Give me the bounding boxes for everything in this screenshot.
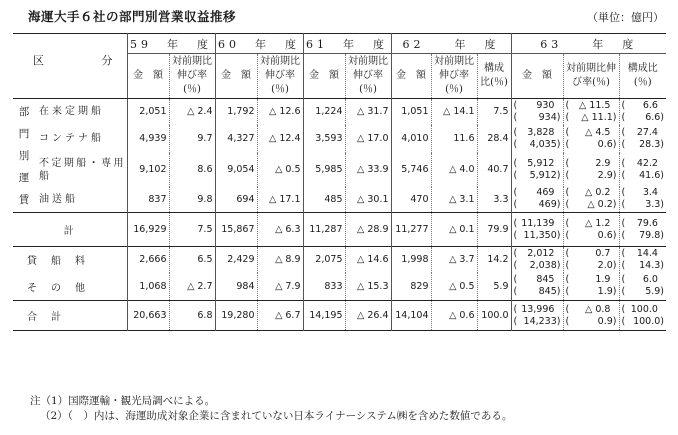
row-label: 計 bbox=[63, 226, 74, 237]
revenue-table bbox=[13, 33, 666, 331]
amount-cell: 9,102 bbox=[127, 153, 169, 187]
amount63-cell-value-paren: ( 469) bbox=[513, 199, 561, 211]
ratio-cell: △ 3.7 bbox=[431, 247, 477, 273]
share63-cell-value-main: 14.4 bbox=[636, 247, 658, 259]
ratio63-cell bbox=[563, 99, 619, 125]
amount63-cell-value: ( 469 bbox=[513, 187, 555, 199]
amount-cell: 11,277 bbox=[391, 213, 431, 247]
ratio63-cell-value-paren: ( 2.9) bbox=[565, 169, 617, 181]
ratio-cell: 8.6 bbox=[169, 153, 215, 187]
share63-cell bbox=[619, 99, 666, 125]
ratio63-cell-value-paren: ( △ 11.1) bbox=[565, 111, 617, 123]
ratio63-cell bbox=[563, 247, 619, 273]
amount63-cell-value-paren: ( 845) bbox=[513, 286, 561, 298]
row-label: 在来定期船 bbox=[39, 106, 104, 118]
amount-cell: 3,593 bbox=[303, 125, 345, 153]
row-label: 不定期船・専用船 bbox=[39, 157, 125, 182]
amount63-cell-value-main: 930 bbox=[536, 99, 555, 111]
share63-cell-value: ( 100.0 bbox=[621, 303, 658, 315]
share63-cell bbox=[619, 247, 666, 273]
ratio63-cell-value: ( △ 0.2 bbox=[565, 187, 611, 199]
table-row bbox=[13, 99, 666, 125]
ratio63-cell-value-incl: △ 0.2 bbox=[587, 199, 613, 211]
share-cell: 7.5 bbox=[477, 99, 511, 125]
ratio63-cell-value-paren: ( 0.6) bbox=[565, 229, 617, 241]
ratio63-cell-value-main: 2.9 bbox=[595, 157, 611, 169]
amount63-cell-value-main: 5,912 bbox=[527, 157, 555, 169]
share63-cell bbox=[619, 153, 666, 187]
share-cell: 5.9 bbox=[477, 273, 511, 301]
share63-cell-value-main: 42.2 bbox=[636, 157, 658, 169]
header-share: 構成比(％) bbox=[619, 54, 666, 99]
amount-cell: 470 bbox=[391, 187, 431, 213]
ratio63-cell-value-incl: 1.9 bbox=[597, 286, 613, 298]
share63-cell-value-incl: 3.3 bbox=[645, 199, 661, 211]
amount63-cell-value-paren: ( 14,233) bbox=[513, 315, 561, 327]
amount-cell: 15,867 bbox=[215, 213, 257, 247]
footnote-1: 注（1）国際運輸・観光局調べによる。 bbox=[30, 395, 216, 407]
amount-cell: 1,068 bbox=[127, 273, 169, 301]
amount63-cell-value: ( 13,996 bbox=[513, 303, 555, 315]
ratio-cell: △ 0.5 bbox=[431, 273, 477, 301]
amount63-cell-value-paren: ( 934) bbox=[513, 111, 561, 123]
ratio-cell: △ 0.5 bbox=[257, 153, 303, 187]
amount63-cell-value-incl: 5,912 bbox=[529, 169, 557, 181]
table-title: 海運大手６社の部門別営業収益推移 bbox=[28, 9, 237, 24]
header-year-61: 61 年 度 bbox=[303, 34, 391, 54]
amount-cell: 485 bbox=[303, 187, 345, 213]
amount-cell: 829 bbox=[391, 273, 431, 301]
share63-cell-value-main: 100.0 bbox=[630, 303, 658, 315]
share63-cell-value-main: 6.6 bbox=[642, 99, 658, 111]
amount-cell: 1,224 bbox=[303, 99, 345, 125]
table-row bbox=[13, 273, 666, 301]
share63-cell-value-main: 3.4 bbox=[642, 187, 658, 199]
share63-cell-value-main: 79.6 bbox=[636, 217, 658, 229]
share63-cell-value-paren: ( 79.8) bbox=[621, 229, 665, 241]
amount-cell: 19,280 bbox=[215, 301, 257, 331]
share63-cell bbox=[619, 213, 666, 247]
header-year-59: 59 年 度 bbox=[127, 34, 215, 54]
header-year-60: 60 年 度 bbox=[215, 34, 303, 54]
share-cell: 3.3 bbox=[477, 187, 511, 213]
amount63-cell bbox=[511, 153, 563, 187]
amount63-cell-value-incl: 11,350 bbox=[523, 229, 557, 241]
share63-cell-value-paren: ( 14.3) bbox=[621, 259, 665, 271]
footnote-2: （2）（ ）内は、海運助成対象企業に含まれていない日本ライナーシステム㈱を含めた数値である。 bbox=[40, 410, 513, 422]
share-cell: 40.7 bbox=[477, 153, 511, 187]
share-cell: 100.0 bbox=[477, 301, 511, 331]
ratio63-cell-value: ( △ 0.8 bbox=[565, 303, 611, 315]
header-kubun-right: 分 bbox=[101, 54, 117, 67]
amount63-cell bbox=[511, 247, 563, 273]
amount63-cell-value-main: 845 bbox=[536, 274, 555, 286]
row-label: 合計 bbox=[27, 312, 75, 323]
share63-cell-value: ( 79.6 bbox=[621, 217, 658, 229]
group-label-char: 部 bbox=[18, 105, 30, 118]
share63-cell-value-paren: ( 100.0) bbox=[621, 315, 665, 327]
amount63-cell-value-main: 13,996 bbox=[521, 303, 555, 315]
amount63-cell-value: ( 5,912 bbox=[513, 157, 555, 169]
ratio63-cell-value: ( 0.7 bbox=[565, 247, 611, 259]
ratio-cell: △ 14.1 bbox=[431, 99, 477, 125]
ratio-cell: △ 15.3 bbox=[345, 273, 391, 301]
ratio63-cell-value: ( △ 11.5 bbox=[565, 99, 611, 111]
share63-cell-value-paren: ( 41.6) bbox=[621, 169, 665, 181]
share63-cell-value: ( 42.2 bbox=[621, 157, 658, 169]
ratio63-cell-value-paren: ( 0.6) bbox=[565, 138, 617, 150]
ratio-cell: △ 31.7 bbox=[345, 99, 391, 125]
ratio-cell: △ 6.7 bbox=[257, 301, 303, 331]
table-row bbox=[13, 187, 666, 213]
header-ratio: 対前期比伸び率(％) bbox=[169, 54, 215, 99]
amount-cell: 1,792 bbox=[215, 99, 257, 125]
ratio63-cell-value-incl: 0.6 bbox=[597, 229, 613, 241]
ratio-cell: 9.7 bbox=[169, 125, 215, 153]
share63-cell bbox=[619, 273, 666, 301]
share-cell: 79.9 bbox=[477, 213, 511, 247]
amount-cell: 5,985 bbox=[303, 153, 345, 187]
ratio63-cell-value-incl: 2.9 bbox=[597, 169, 613, 181]
ratio-cell: △ 12.4 bbox=[257, 125, 303, 153]
share63-cell-value-incl: 5.9 bbox=[645, 286, 661, 298]
ratio-cell: △ 12.6 bbox=[257, 99, 303, 125]
header-kubun bbox=[13, 34, 127, 99]
header-kubun-left: 区 bbox=[33, 54, 48, 67]
share63-cell-value: ( 6.0 bbox=[621, 274, 658, 286]
share63-cell-value-incl: 28.3 bbox=[639, 138, 661, 150]
share63-cell-value-main: 27.4 bbox=[636, 126, 658, 138]
header-share: 構成比(％) bbox=[477, 54, 511, 99]
header-year-63: 63 年 度 bbox=[511, 34, 666, 54]
amount-cell: 5,746 bbox=[391, 153, 431, 187]
ratio63-cell-value: ( 2.9 bbox=[565, 157, 611, 169]
group-label-char: 門 bbox=[18, 127, 30, 140]
amount-cell: 9,054 bbox=[215, 153, 257, 187]
table-body bbox=[13, 99, 666, 331]
group-label-char: 運 bbox=[18, 171, 30, 184]
amount-cell: 837 bbox=[127, 187, 169, 213]
amount-cell: 20,663 bbox=[127, 301, 169, 331]
ratio63-cell-value-main: △ 0.2 bbox=[585, 187, 611, 199]
amount-cell: 2,051 bbox=[127, 99, 169, 125]
header-amount: 金 額 bbox=[303, 54, 345, 99]
ratio63-cell-value: ( 1.9 bbox=[565, 274, 611, 286]
amount63-cell-value-paren: ( 2,038) bbox=[513, 259, 561, 271]
table-row bbox=[13, 125, 666, 153]
group-label-char: 別 bbox=[18, 149, 30, 162]
amount-cell: 4,939 bbox=[127, 125, 169, 153]
amount63-cell-value: ( 3,828 bbox=[513, 126, 555, 138]
share63-cell-value-incl: 41.6 bbox=[639, 169, 661, 181]
share63-cell-value: ( 14.4 bbox=[621, 247, 658, 259]
ratio63-cell-value-paren: ( 0.9) bbox=[565, 315, 617, 327]
table-row bbox=[13, 301, 666, 331]
table-row bbox=[13, 213, 666, 247]
amount63-cell-value-incl: 4,035 bbox=[529, 138, 557, 150]
share63-cell-value-paren: ( 3.3) bbox=[621, 199, 665, 211]
ratio63-cell-value-paren: ( 2.0) bbox=[565, 259, 617, 271]
share-cell: 28.4 bbox=[477, 125, 511, 153]
ratio-cell: △ 33.9 bbox=[345, 153, 391, 187]
amount63-cell-value-incl: 469 bbox=[538, 199, 557, 211]
row-label: コンテナ船 bbox=[39, 133, 104, 144]
share63-cell-value: ( 27.4 bbox=[621, 126, 658, 138]
amount-cell: 833 bbox=[303, 273, 345, 301]
amount63-cell bbox=[511, 99, 563, 125]
share63-cell-value-paren: ( 28.3) bbox=[621, 138, 665, 150]
amount63-cell bbox=[511, 125, 563, 153]
footnotes bbox=[30, 394, 512, 424]
ratio-cell: 6.5 bbox=[169, 247, 215, 273]
amount-cell: 11,287 bbox=[303, 213, 345, 247]
amount-cell: 2,666 bbox=[127, 247, 169, 273]
ratio63-cell-value-paren: ( 1.9) bbox=[565, 286, 617, 298]
share63-cell-value-incl: 6.6 bbox=[645, 111, 661, 123]
ratio-cell: △ 2.4 bbox=[169, 99, 215, 125]
ratio-cell: △ 3.1 bbox=[431, 187, 477, 213]
amount-cell: 4,010 bbox=[391, 125, 431, 153]
ratio-cell: 6.8 bbox=[169, 301, 215, 331]
share63-cell-value: ( 3.4 bbox=[621, 187, 658, 199]
ratio-cell: △ 0.6 bbox=[431, 301, 477, 331]
ratio63-cell-value: ( △ 4.5 bbox=[565, 126, 611, 138]
header-ratio: 対前期比伸び率(％) bbox=[431, 54, 477, 99]
ratio63-cell-value-main: △ 11.5 bbox=[578, 99, 611, 111]
amount63-cell-value-main: 469 bbox=[536, 187, 555, 199]
amount63-cell-value-main: 11,139 bbox=[521, 217, 555, 229]
ratio63-cell bbox=[563, 153, 619, 187]
ratio-cell: 7.5 bbox=[169, 213, 215, 247]
header-year-62: 62 年 度 bbox=[391, 34, 511, 54]
header-ratio: 対前期比伸び率(％) bbox=[257, 54, 303, 99]
header-amount: 金 額 bbox=[391, 54, 431, 99]
ratio-cell: △ 17.1 bbox=[257, 187, 303, 213]
share63-cell-value-incl: 14.3 bbox=[639, 259, 661, 271]
ratio63-cell bbox=[563, 301, 619, 331]
ratio-cell: △ 28.9 bbox=[345, 213, 391, 247]
header-amount: 金 額 bbox=[511, 54, 563, 99]
header-ratio: 対前期比伸び率(％) bbox=[563, 54, 619, 99]
group-label-char: 賃 bbox=[18, 193, 30, 206]
ratio63-cell-value-main: 1.9 bbox=[595, 274, 611, 286]
group-label-department bbox=[13, 99, 35, 213]
ratio-cell: 11.6 bbox=[431, 125, 477, 153]
ratio63-cell bbox=[563, 125, 619, 153]
amount63-cell-value-incl: 2,038 bbox=[529, 259, 557, 271]
amount63-cell-value: ( 930 bbox=[513, 99, 555, 111]
ratio-cell: △ 14.6 bbox=[345, 247, 391, 273]
ratio-cell: △ 2.7 bbox=[169, 273, 215, 301]
ratio-cell: △ 0.1 bbox=[431, 213, 477, 247]
share63-cell-value: ( 6.6 bbox=[621, 99, 658, 111]
share63-cell-value-incl: 100.0 bbox=[633, 315, 661, 327]
amount63-cell bbox=[511, 187, 563, 213]
header-amount: 金 額 bbox=[127, 54, 169, 99]
ratio-cell: △ 30.1 bbox=[345, 187, 391, 213]
ratio63-cell-value: ( △ 1.2 bbox=[565, 217, 611, 229]
ratio-cell: 9.8 bbox=[169, 187, 215, 213]
ratio63-cell-value-main: △ 4.5 bbox=[585, 126, 611, 138]
amount-cell: 2,429 bbox=[215, 247, 257, 273]
amount63-cell-value: ( 11,139 bbox=[513, 217, 555, 229]
ratio-cell: △ 6.3 bbox=[257, 213, 303, 247]
share63-cell-value-incl: 79.8 bbox=[639, 229, 661, 241]
amount63-cell-value-paren: ( 4,035) bbox=[513, 138, 561, 150]
ratio63-cell-value-incl: 2.0 bbox=[597, 259, 613, 271]
amount63-cell-value-incl: 14,233 bbox=[523, 315, 557, 327]
ratio63-cell-value-incl: △ 11.1 bbox=[581, 111, 613, 123]
share63-cell bbox=[619, 125, 666, 153]
amount63-cell-value-paren: ( 5,912) bbox=[513, 169, 561, 181]
amount63-cell-value-incl: 934 bbox=[538, 111, 557, 123]
amount63-cell bbox=[511, 213, 563, 247]
amount63-cell-value-main: 2,012 bbox=[527, 247, 555, 259]
header-ratio: 対前期比伸び率(％) bbox=[345, 54, 391, 99]
table-row bbox=[13, 247, 666, 273]
ratio63-cell-value-main: 0.7 bbox=[595, 247, 611, 259]
share63-cell-value-paren: ( 6.6) bbox=[621, 111, 665, 123]
row-label: その他 bbox=[27, 282, 99, 294]
amount63-cell bbox=[511, 273, 563, 301]
amount-cell: 14,195 bbox=[303, 301, 345, 331]
ratio-cell: △ 26.4 bbox=[345, 301, 391, 331]
share63-cell bbox=[619, 301, 666, 331]
ratio63-cell-value-main: △ 1.2 bbox=[585, 217, 611, 229]
share63-cell-value-main: 6.0 bbox=[642, 274, 658, 286]
share63-cell bbox=[619, 187, 666, 213]
amount63-cell bbox=[511, 301, 563, 331]
amount-cell: 14,104 bbox=[391, 301, 431, 331]
ratio63-cell-value-main: △ 0.8 bbox=[585, 303, 611, 315]
ratio63-cell bbox=[563, 187, 619, 213]
row-label: 貸船料 bbox=[27, 256, 99, 268]
ratio-cell: △ 4.0 bbox=[431, 153, 477, 187]
amount-cell: 16,929 bbox=[127, 213, 169, 247]
ratio-cell: △ 8.9 bbox=[257, 247, 303, 273]
share63-cell-value-paren: ( 5.9) bbox=[621, 286, 665, 298]
amount-cell: 984 bbox=[215, 273, 257, 301]
row-label: 油送船 bbox=[39, 193, 78, 205]
amount-cell: 4,327 bbox=[215, 125, 257, 153]
amount-cell: 1,051 bbox=[391, 99, 431, 125]
amount63-cell-value-main: 3,828 bbox=[527, 126, 555, 138]
amount63-cell-value: ( 2,012 bbox=[513, 247, 555, 259]
amount-cell: 2,075 bbox=[303, 247, 345, 273]
ratio-cell: △ 17.0 bbox=[345, 125, 391, 153]
unit-label: （単位：億円） bbox=[587, 11, 664, 24]
ratio63-cell-value-incl: 0.9 bbox=[597, 315, 613, 327]
amount-cell: 1,998 bbox=[391, 247, 431, 273]
header-year-row bbox=[13, 34, 666, 54]
table-row bbox=[13, 153, 666, 187]
amount63-cell-value: ( 845 bbox=[513, 274, 555, 286]
ratio63-cell-value-paren: ( △ 0.2) bbox=[565, 199, 617, 211]
header-amount: 金 額 bbox=[215, 54, 257, 99]
amount63-cell-value-paren: ( 11,350) bbox=[513, 229, 561, 241]
ratio-cell: △ 7.9 bbox=[257, 273, 303, 301]
ratio63-cell-value-incl: 0.6 bbox=[597, 138, 613, 150]
ratio63-cell bbox=[563, 213, 619, 247]
ratio63-cell bbox=[563, 273, 619, 301]
share-cell: 14.2 bbox=[477, 247, 511, 273]
amount63-cell-value-incl: 845 bbox=[538, 286, 557, 298]
amount-cell: 694 bbox=[215, 187, 257, 213]
